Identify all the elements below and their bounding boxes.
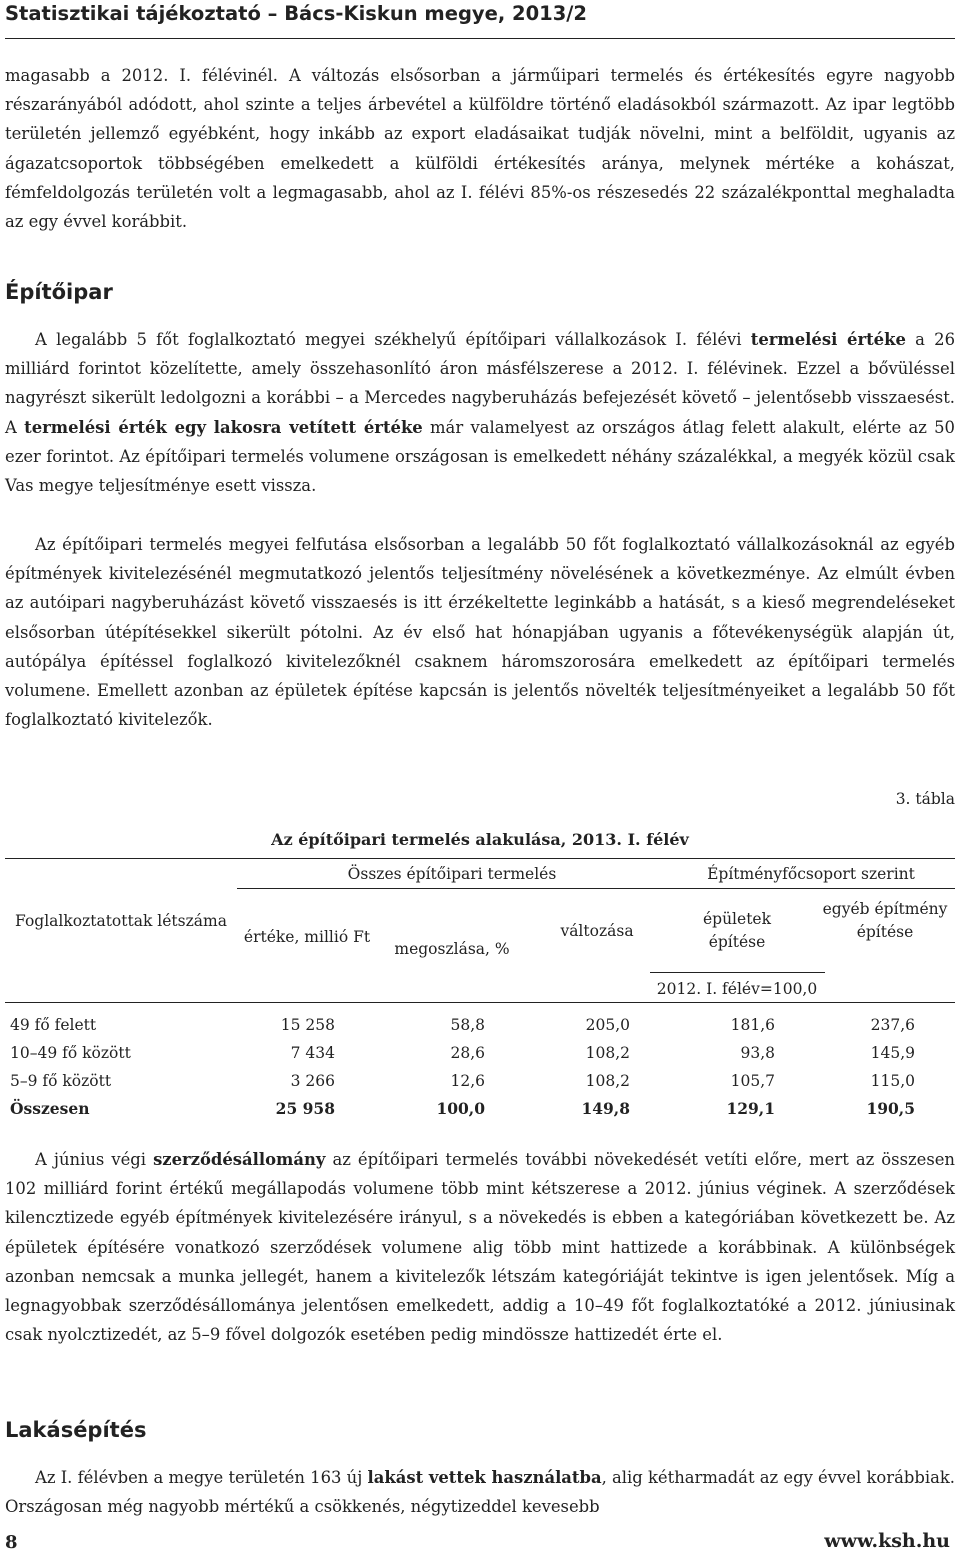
table-base-rule (650, 972, 825, 973)
header-other-structures: egyéb építmény építése (822, 900, 948, 941)
cell-other: 237,6 (870, 1016, 915, 1034)
cell-buildings: 105,7 (730, 1072, 775, 1090)
table-row-total (5, 1095, 955, 1123)
bold-term-housing: lakást vettek használatba (367, 1468, 602, 1487)
bold-term-production-value: termelési értéke (750, 330, 906, 349)
header-change: változása (560, 922, 634, 940)
cell-other: 115,0 (870, 1072, 915, 1090)
header-base-year: 2012. I. félév=100,0 (656, 980, 818, 998)
text-run: Az I. félévben a megye területén 163 új (35, 1468, 368, 1487)
cell-change: 149,8 (581, 1099, 630, 1118)
cell-other: 190,5 (866, 1099, 915, 1118)
paragraph-construction-value (5, 325, 955, 500)
table-group-rule (237, 888, 955, 889)
text-run: A június végi (35, 1150, 154, 1169)
text-run: az építőipari termelés további növekedését vetíti előre, mert az összesen 102 milliárd forint értékű megállapodás volumene több mint kétszerese a 2012. június véginek. A szerződések kilencztizede egyéb építmények kivitelezésére irányul, s a növekedés is ebben a kategóriában következett be. Az épületek építésére vonatkozó szerződések volumene alig több mint hattizede a korábbinak. A különbségek azonban nemcsak a munka jellegét, hanem a kivitelezők létszám kategóriáját tekintve is igen jelentősek. Míg a legnagyobbak szerződésállománya jelentősen emelkedett, addig a 10–49 főt foglalkoztatóké a 2012. júniusinak csak nyolcztizedét, az 5–9 fővel dolgozók esetében pedig mindössze hattizedét érte el. (5, 1150, 955, 1345)
cell-distribution: 12,6 (450, 1072, 485, 1090)
section-title-construction: Építőipar (5, 280, 113, 304)
bold-term-per-capita: termelési érték egy lakosra vetített értéke (24, 417, 423, 437)
row-label: 5–9 fő között (10, 1072, 112, 1090)
cell-value: 15 258 (280, 1016, 335, 1034)
table-title: Az építőipari termelés alakulása, 2013. I. félév (271, 830, 689, 849)
table-row (5, 1067, 955, 1095)
text-run: A legalább 5 főt foglalkoztató megyei székhelyű építőipari vállalkozások I. félévi (35, 330, 751, 349)
text-run: már valamelyest az országos átlag felett alakult, elérte az 50 ezer forintot. Az építőipari termelés volumene országosan is emelkedett néhány százalékkal, a megyék közül csak Vas megye teljesítménye esett vissza. (5, 417, 955, 496)
header-value: értéke, millió Ft (243, 928, 371, 946)
cell-value: 7 434 (290, 1044, 335, 1062)
bold-term-contracts: szerződésállomány (153, 1150, 326, 1169)
cell-change: 108,2 (585, 1072, 630, 1090)
table-header-bottom-rule (5, 1002, 955, 1003)
header-buildings: épületek építése (702, 910, 771, 951)
header-distribution: megoszlása, % (394, 940, 510, 958)
page-number: 8 (5, 1532, 18, 1553)
row-label: 49 fő felett (10, 1016, 97, 1034)
paragraph-contracts (5, 1145, 955, 1349)
section-title-housing: Lakásépítés (5, 1418, 147, 1442)
cell-change: 108,2 (585, 1044, 630, 1062)
paragraph-construction-growth (5, 530, 955, 734)
row-label: 10–49 fő között (10, 1044, 131, 1062)
table-row (5, 1039, 955, 1067)
cell-change: 205,0 (585, 1016, 630, 1034)
header-total-production: Összes építőipari termelés (347, 865, 557, 883)
cell-other: 145,9 (870, 1044, 915, 1062)
header-by-group: Építményfőcsoport szerint (707, 865, 915, 883)
paragraph-housing (5, 1463, 955, 1521)
cell-buildings: 181,6 (730, 1016, 775, 1034)
table-number: 3. tábla (895, 790, 955, 808)
row-label: Összesen (10, 1099, 90, 1118)
cell-value: 3 266 (290, 1072, 335, 1090)
page-header: Statisztikai tájékoztató – Bács-Kiskun megye, 2013/2 (5, 0, 955, 39)
paragraph-industry-export: magasabb a 2012. I. félévinél. A változás elsősorban a járműipari termelés és értékesítés egyre nagyobb részarányából adódott, ahol szinte a teljes árbevétel a külföldre történő eladásokból származott. Az ipar legtöbb területén jellemző egyébként, hogy inkább az export eladásaikat tudják növelni, mint a belföldit, ugyanis az ágazatcsoportok többségében emelkedett a külföldi értékesítés aránya, melynek mértéke a kohászat, fémfeldolgozás területén volt a legmagasabb, ahol az I. félévi 85%-os részesedés 22 százalékponttal meghaladta az egy évvel korábbit. (5, 66, 955, 232)
footer-link[interactable]: www.ksh.hu (824, 1530, 950, 1552)
table-row (5, 1011, 955, 1039)
cell-buildings: 93,8 (740, 1044, 775, 1062)
header-headcount: Foglalkoztatottak létszáma (15, 912, 227, 930)
text-run: , alig kétharmadát az egy évvel korábbiak. Országosan még nagyobb mértékű a csökkenés, négytizeddel kevesebb (5, 1468, 955, 1517)
cell-value: 25 958 (275, 1099, 335, 1118)
cell-buildings: 129,1 (726, 1099, 775, 1118)
text-run: Az építőipari termelés megyei felfutása elsősorban a legalább 50 főt foglalkoztató vállalkozásoknál az egyéb építmények kivitelezésénél megmutatkozó jelentős teljesítmény növelésének a következménye. Az elmúlt évben az autóipari nagyberuházást követő visszaesés is itt érzékeltette leginkább a hatását, s a kieső megrendeléseket elsősorban útépítésekkel sikerült pótolni. Az év első hat hónapjában ugyanis a főtevékenységük alapján út, autópálya építéssel foglalkozó kivitelezőknél csaknem háromszorosára emelkedett az építőipari termelés volumene. Emellett azonban az épületek építése kapcsán is jelentős növelték teljesítményeiket a legalább 50 főt foglalkoztató kivitelezők. (5, 535, 955, 730)
cell-distribution: 28,6 (450, 1044, 485, 1062)
table-top-rule (5, 858, 955, 859)
cell-distribution: 100,0 (436, 1099, 485, 1118)
text-run: a 26 milliárd forintot közelítette, amely összehasonlító áron másfélszerese a 2012. I. félévinek. Ezzel a bővüléssel nagyrészt sikerült ledolgozni a korábbi – a Mercedes nagyberuházás befejezését követő – jelentősebb visszaesést. A (5, 330, 955, 437)
cell-distribution: 58,8 (450, 1016, 485, 1034)
